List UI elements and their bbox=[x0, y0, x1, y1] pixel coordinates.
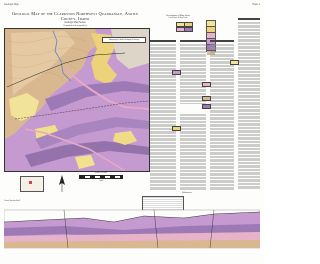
legend-header bbox=[150, 15, 206, 19]
scale-bar bbox=[79, 175, 123, 179]
legend-subtitle: Correlation of Map Units bbox=[168, 17, 188, 19]
unit-box-6 bbox=[230, 60, 239, 65]
index-map bbox=[20, 176, 44, 192]
geologic-map-canvas bbox=[5, 29, 149, 171]
map-title: Geologic Map of the Clarkston Northwest Quadrangle, Asotin County, Idaho bbox=[12, 11, 138, 21]
scale-block bbox=[76, 172, 126, 182]
text-column-2 bbox=[180, 44, 206, 104]
unit-box-3 bbox=[202, 96, 211, 101]
unit-box-2 bbox=[202, 82, 211, 87]
index-map-marker bbox=[29, 181, 32, 184]
scale-units: 1 mile bbox=[98, 179, 104, 182]
unit-box-5 bbox=[172, 126, 181, 131]
map-subtitle: Geologic Map Series bbox=[64, 22, 86, 24]
legend-swatch-basalt bbox=[184, 27, 193, 32]
references-heading: References bbox=[182, 192, 192, 194]
corner-label-right: Plate 1 bbox=[252, 3, 260, 6]
corner-label-left: Geologic Map bbox=[4, 3, 19, 6]
text-column-4 bbox=[238, 22, 260, 190]
north-arrow-icon bbox=[52, 174, 72, 194]
text-column-4-heading bbox=[238, 18, 260, 20]
cross-section-label: Cross Section A–A' bbox=[4, 200, 21, 202]
geologic-map-frame[interactable] bbox=[4, 28, 150, 172]
legend-title: Description of Map Units bbox=[166, 15, 190, 17]
map-authors: Compiled and mapped by bbox=[63, 25, 87, 27]
unit-box-1 bbox=[172, 70, 181, 75]
text-column-2-heading bbox=[180, 40, 206, 42]
text-column-3 bbox=[210, 44, 234, 190]
title-block bbox=[4, 11, 146, 27]
text-column-2b bbox=[180, 114, 206, 190]
unit-box-4 bbox=[202, 104, 211, 109]
cross-section-diagram bbox=[4, 206, 260, 250]
scale-label: Scale 1:24,000 bbox=[95, 172, 107, 174]
mapping-credit-box: Mapping by: Idaho Geological Survey bbox=[102, 37, 146, 43]
text-column-3-heading bbox=[210, 40, 234, 42]
text-column-1-heading bbox=[150, 40, 176, 42]
text-column-1 bbox=[150, 44, 176, 190]
